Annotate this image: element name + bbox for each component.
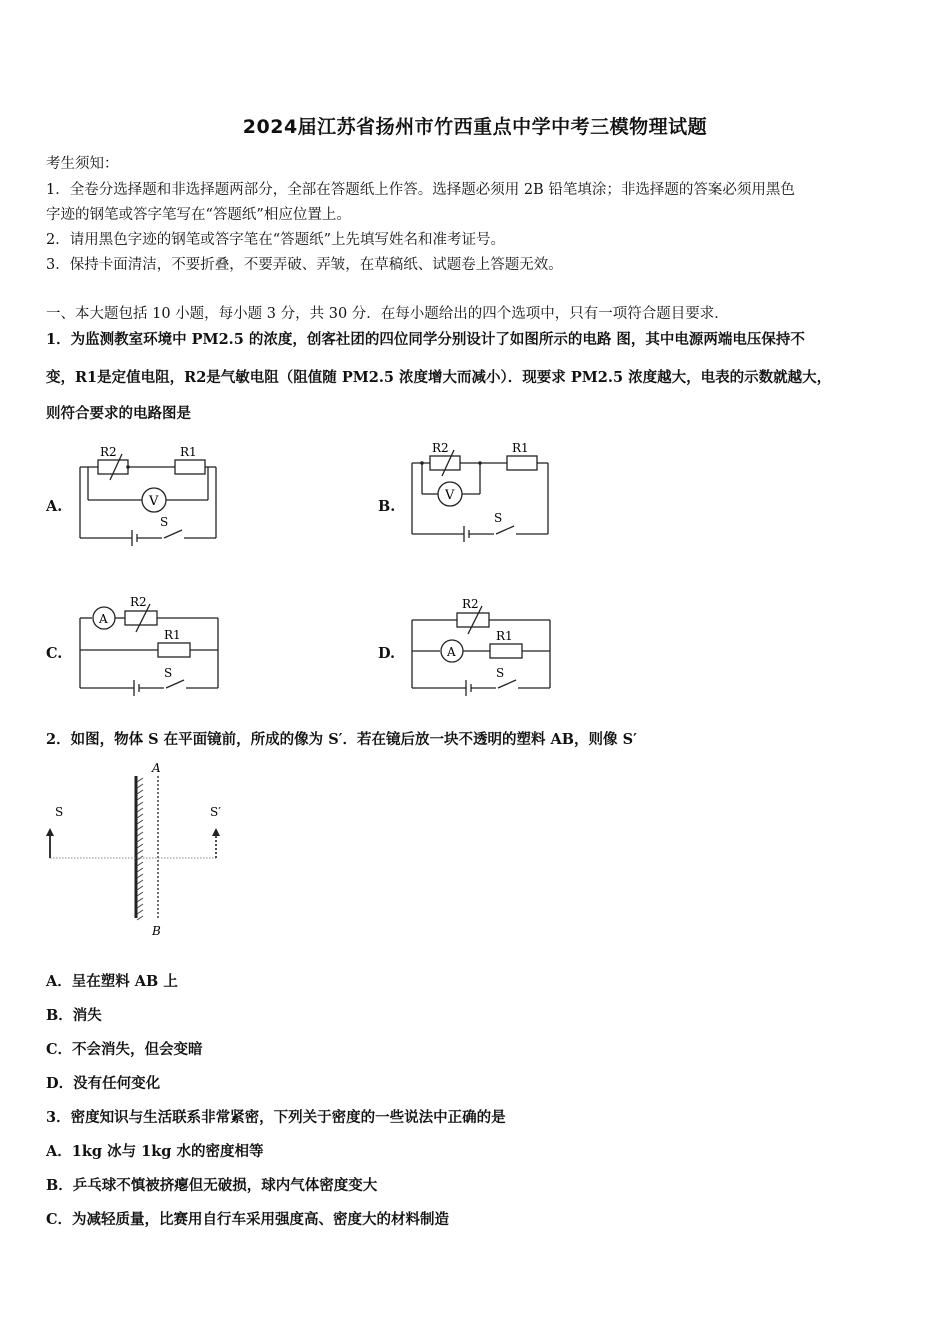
circuit-a-diagram [70, 440, 230, 550]
plastic-label-b: B [152, 924, 161, 938]
q2-option-b: B．消失 [46, 1007, 102, 1024]
q1-stem-line2: 变，R1是定值电阻，R2是气敏电阻（阻值随 PM2.5 浓度增大而减小）．现要求 PM2.5 浓度越大，电表的示数就越大， [46, 369, 832, 386]
notice-item: 1．全卷分选择题和非选择题两部分，全部在答题纸上作答。选择题必须用 2B 铅笔填涂；非选择题的答案必须用黑色 [46, 182, 795, 198]
image-label: S′ [210, 805, 221, 819]
page-title: 2024届江苏省扬州市竹西重点中学中考三模物理试题 [242, 116, 708, 138]
circuit-label: R2 [432, 441, 449, 455]
object-label: S [55, 805, 64, 819]
notice-heading: 考生须知： [46, 156, 119, 172]
section-heading: 一、本大题包括 10 小题，每小题 3 分，共 30 分．在每小题给出的四个选项中，只有一项符合题目要求． [46, 306, 729, 322]
circuit-label: S [494, 511, 503, 525]
q2-option-c: C．不会消失，但会变暗 [46, 1041, 203, 1058]
q1-option-b-label: B. [378, 498, 396, 515]
q2-option-a: A．呈在塑料 AB 上 [46, 973, 178, 990]
q3-option-b: B．乒乓球不慎被挤瘪但无破损，球内气体密度变大 [46, 1177, 378, 1194]
circuit-c-diagram [70, 592, 230, 698]
circuit-d-diagram [402, 592, 562, 698]
circuit-label: S [160, 515, 169, 529]
q1-stem-line1: 1．为监测教室环境中 PM2.5 的浓度，创客社团的四位同学分别设计了如图所示的电路 图，其中电源两端电压保持不 [46, 331, 805, 348]
ammeter-label: A [447, 645, 456, 659]
circuit-label: R1 [512, 441, 529, 455]
q1-option-c-label: C. [46, 645, 63, 662]
q1-option-a-label: A. [46, 498, 63, 515]
circuit-label: R2 [100, 445, 117, 459]
notice-item: 3．保持卡面清洁，不要折叠，不要弄破、弄皱，在草稿纸、试题卷上答题无效。 [46, 257, 563, 273]
circuit-label: R1 [164, 628, 181, 642]
notice-item: 字迹的钢笔或答字笔写在“答题纸”相应位置上。 [46, 207, 351, 223]
q1-stem-line3: 则符合要求的电路图是 [46, 405, 191, 422]
plastic-label-a: A [152, 761, 161, 775]
circuit-b-diagram [402, 436, 562, 546]
circuit-label: S [496, 666, 505, 680]
mirror-diagram [40, 758, 240, 942]
ammeter-label: A [99, 612, 108, 626]
circuit-label: S [164, 666, 173, 680]
circuit-label: R1 [496, 629, 513, 643]
voltmeter-label: V [149, 494, 159, 509]
circuit-label: R2 [462, 597, 479, 611]
q3-option-a: A．1kg 冰与 1kg 水的密度相等 [46, 1143, 264, 1160]
q1-option-d-label: D. [378, 645, 396, 662]
circuit-label: R2 [130, 595, 147, 609]
q3-stem: 3．密度知识与生活联系非常紧密，下列关于密度的一些说法中正确的是 [46, 1109, 506, 1126]
notice-item: 2．请用黑色字迹的钢笔或答字笔在“答题纸”上先填写姓名和准考证号。 [46, 232, 506, 248]
voltmeter-label: V [445, 488, 455, 503]
q3-option-c: C．为减轻质量，比赛用自行车采用强度高、密度大的材料制造 [46, 1211, 450, 1228]
circuit-label: R1 [180, 445, 197, 459]
q2-option-d: D．没有任何变化 [46, 1075, 161, 1092]
q2-stem: 2．如图，物体 S 在平面镜前，所成的像为 S′．若在镜后放一块不透明的塑料 AB，则像 S′ [46, 731, 637, 748]
